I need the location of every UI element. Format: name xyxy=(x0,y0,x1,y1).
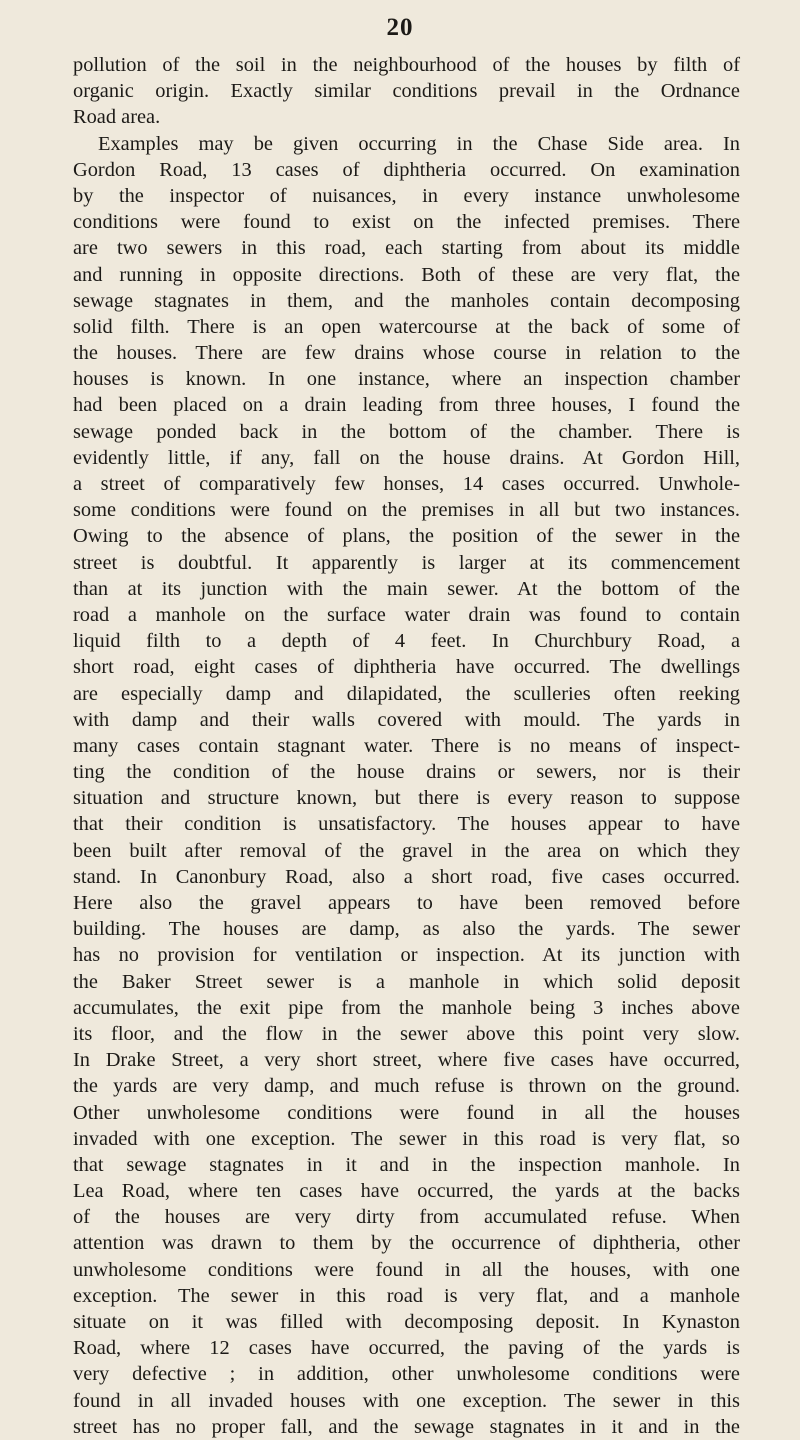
text-line: situate on it was filled with decomposing deposit. In Kynaston xyxy=(73,1311,740,1333)
body-text xyxy=(73,52,740,1440)
text-line: exception. The sewer in this road is very flat, and a manhole xyxy=(73,1284,740,1307)
text-line: organic origin. Exactly similar conditions prevail in the Ordnance xyxy=(73,80,740,103)
text-line: solid filth. There is an open watercourse at the back of some of xyxy=(73,315,740,338)
text-line: Road area. xyxy=(73,106,161,129)
text-line: sewage ponded back in the bottom of the chamber. There is xyxy=(73,420,740,443)
text-line: and running in opposite directions. Both of these are very flat, the xyxy=(73,263,740,286)
text-line: In Drake Street, a very short street, where five cases have occurred, xyxy=(73,1049,740,1072)
text-line: pollution of the soil in the neighbourhood of the houses by filth of xyxy=(73,54,740,76)
text-line: Lea Road, where ten cases have occurred, the yards at the backs xyxy=(73,1180,740,1203)
text-line: evidently little, if any, fall on the house drains. At Gordon Hill, xyxy=(73,446,740,469)
text-line: some conditions were found on the premises in all but two instances. xyxy=(73,499,740,522)
page-number: 20 xyxy=(386,14,414,41)
text-line: unwholesome conditions were found in all the houses, with one xyxy=(73,1258,740,1281)
text-line: are especially damp and dilapidated, the sculleries often reeking xyxy=(73,682,740,705)
text-line: houses is known. In one instance, where an inspection chamber xyxy=(73,368,740,391)
text-line: Other unwholesome conditions were found in all the houses xyxy=(73,1101,740,1124)
text-line: has no provision for ventilation or inspection. At its junction with xyxy=(73,944,740,967)
text-line: found in all invaded houses with one exception. The sewer in this xyxy=(73,1389,740,1412)
text-line: than at its junction with the main sewer. At the bottom of the xyxy=(73,577,740,600)
text-line: liquid filth to a depth of 4 feet. In Churchbury Road, a xyxy=(73,630,740,653)
text-line: road a manhole on the surface water drain was found to contain xyxy=(73,603,740,626)
text-line: Gordon Road, 13 cases of diphtheria occurred. On examination xyxy=(73,158,740,181)
text-line: that sewage stagnates in it and in the inspection manhole. In xyxy=(73,1153,740,1176)
text-line: street is doubtful. It apparently is larger at its commencement xyxy=(73,551,740,574)
text-line: sewage stagnates in them, and the manholes contain decomposing xyxy=(73,289,740,312)
text-line: the yards are very damp, and much refuse is thrown on the ground. xyxy=(73,1075,740,1098)
text-line: building. The houses are damp, as also the yards. The sewer xyxy=(73,918,740,941)
text-line: stand. In Canonbury Road, also a short road, five cases occurred. xyxy=(73,865,740,888)
text-line: been built after removal of the gravel in the area on which they xyxy=(73,839,740,862)
text-line: Examples may be given occurring in the Chase Side area. In xyxy=(98,132,740,155)
text-line: a street of comparatively few honses, 14 cases occurred. Unwhole- xyxy=(73,473,740,495)
text-line: that their condition is unsatisfactory. The houses appear to have xyxy=(73,813,740,836)
text-line: ting the condition of the house drains or sewers, nor is their xyxy=(73,761,740,784)
text-line: by the inspector of nuisances, in every instance unwholesome xyxy=(73,184,740,207)
text-line: Here also the gravel appears to have been removed before xyxy=(73,892,740,914)
text-line: had been placed on a drain leading from three houses, I found the xyxy=(73,394,740,417)
text-line: of the houses are very dirty from accumulated refuse. When xyxy=(73,1206,740,1229)
text-line: many cases contain stagnant water. There is no means of inspect- xyxy=(73,734,740,757)
text-line: the houses. There are few drains whose course in relation to the xyxy=(73,342,740,365)
text-line: its floor, and the flow in the sewer above this point very slow. xyxy=(73,1022,740,1045)
text-line: accumulates, the exit pipe from the manhole being 3 inches above xyxy=(73,996,740,1019)
text-line: Road, where 12 cases have occurred, the paving of the yards is xyxy=(73,1337,740,1360)
text-line: Owing to the absence of plans, the position of the sewer in the xyxy=(73,525,740,548)
text-line: short road, eight cases of diphtheria have occurred. The dwellings xyxy=(73,656,740,679)
text-line: street has no proper fall, and the sewage stagnates in it and in the xyxy=(73,1415,740,1438)
text-line: the Baker Street sewer is a manhole in which solid deposit xyxy=(73,970,740,993)
text-line: with damp and their walls covered with mould. The yards in xyxy=(73,708,740,731)
text-line: conditions were found to exist on the infected premises. There xyxy=(73,211,740,234)
text-line: are two sewers in this road, each starting from about its middle xyxy=(73,237,740,260)
text-line: situation and structure known, but there is every reason to suppose xyxy=(73,787,740,810)
text-line: attention was drawn to them by the occurrence of diphtheria, other xyxy=(73,1232,740,1255)
text-line: very defective ; in addition, other unwholesome conditions were xyxy=(73,1363,740,1386)
text-line: invaded with one exception. The sewer in this road is very flat, so xyxy=(73,1127,740,1150)
